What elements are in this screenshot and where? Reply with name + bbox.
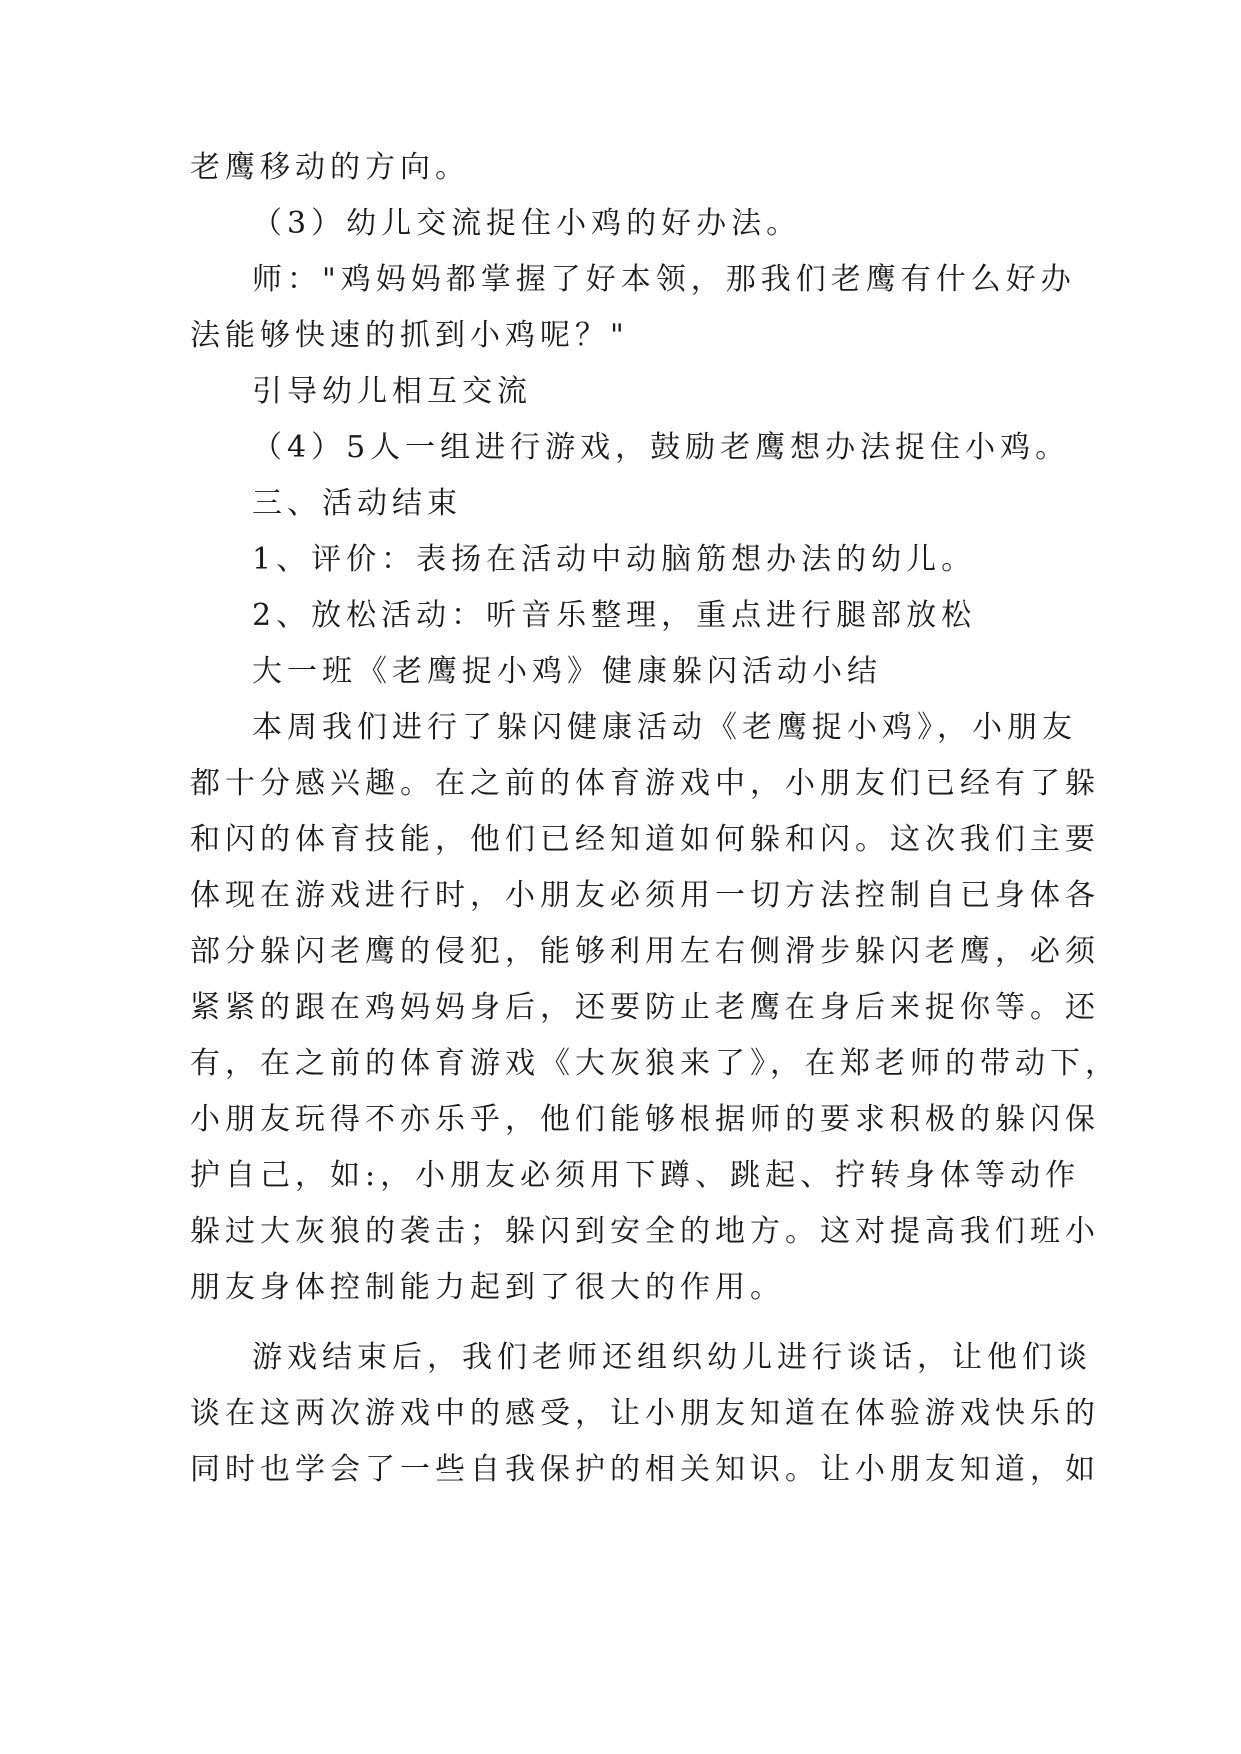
text-line: 体现在游戏进行时，小朋友必须用一切方法控制自已身体各 (190, 878, 1100, 913)
text-line: 游戏结束后，我们老师还组织幼儿进行谈话，让他们谈 (252, 1340, 1092, 1375)
text-line: 都十分感兴趣。在之前的体育游戏中，小朋友们已经有了躲 (190, 766, 1100, 801)
text-line: 法能够快速的抓到小鸡呢？" (190, 318, 629, 353)
summary-title: 大一班《老鹰捉小鸡》健康躲闪活动小结 (252, 654, 882, 689)
text-line: 师："鸡妈妈都掌握了好本领，那我们老鹰有什么好办 (252, 262, 1076, 297)
text-line: 引导幼儿相互交流 (252, 374, 532, 409)
text-line: 1、评价：表扬在活动中动脑筋想办法的幼儿。 (252, 542, 977, 577)
text-line: 部分躲闪老鹰的侵犯，能够利用左右侧滑步躲闪老鹰，必须 (190, 934, 1100, 969)
text-line: （4）5人一组进行游戏，鼓励老鹰想办法捉住小鸡。 (252, 430, 1071, 465)
text-line: 老鹰移动的方向。 (190, 150, 470, 185)
text-line: 护自己，如:，小朋友必须用下蹲、跳起、拧转身体等动作 (190, 1158, 1081, 1193)
text-line: 紧紧的跟在鸡妈妈身后，还要防止老鹰在身后来捉你等。还 (190, 990, 1100, 1025)
text-line: （3）幼儿交流捉住小鸡的好办法。 (252, 206, 802, 241)
text-line: 小朋友玩得不亦乐乎，他们能够根据师的要求积极的躲闪保 (190, 1102, 1100, 1137)
text-line: 2、放松活动：听音乐整理，重点进行腿部放松 (252, 598, 977, 633)
section-heading: 三、活动结束 (252, 486, 462, 521)
text-line: 朋友身体控制能力起到了很大的作用。 (190, 1270, 785, 1305)
text-line: 同时也学会了一些自我保护的相关知识。让小朋友知道，如 (190, 1452, 1100, 1487)
text-line: 和闪的体育技能，他们已经知道如何躲和闪。这次我们主要 (190, 822, 1100, 857)
text-line: 躲过大灰狼的袭击；躲闪到安全的地方。这对提高我们班小 (190, 1214, 1100, 1249)
text-line: 有，在之前的体育游戏《大灰狼来了》，在郑老师的带动下， (190, 1046, 1120, 1081)
text-line: 谈在这两次游戏中的感受，让小朋友知道在体验游戏快乐的 (190, 1396, 1100, 1431)
text-line: 本周我们进行了躲闪健康活动《老鹰捉小鸡》，小朋友 (252, 710, 1077, 745)
